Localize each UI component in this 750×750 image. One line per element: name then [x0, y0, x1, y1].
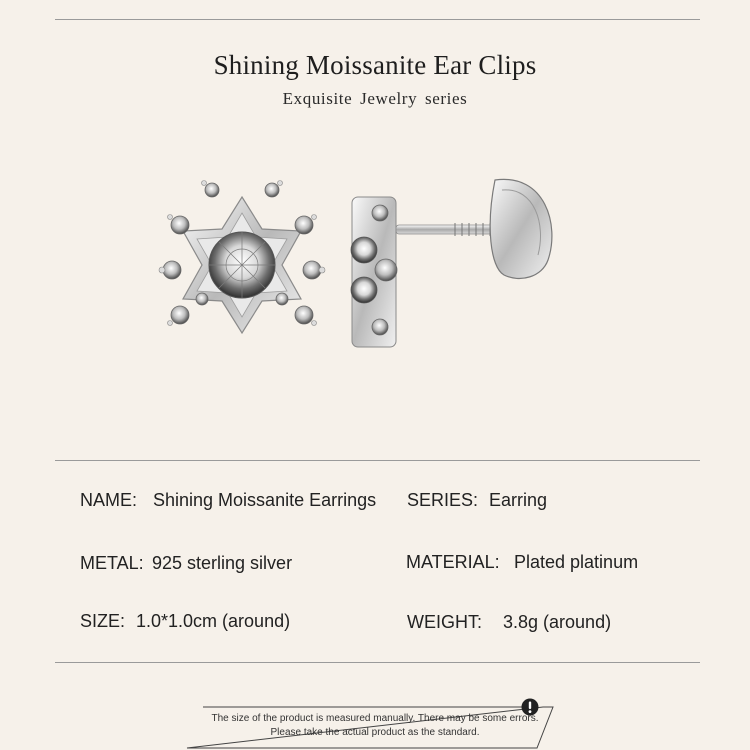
product-image: [150, 165, 590, 365]
notice-line-1: The size of the product is measured manually. There may be some errors.: [211, 713, 539, 724]
page-title: Shining Moissanite Ear Clips: [213, 50, 537, 80]
top-divider: [55, 19, 700, 20]
spec-size-value: 1.0*1.0cm (around): [136, 611, 291, 631]
spec-size-label: SIZE:: [80, 611, 126, 631]
notice-text: [0, 712, 750, 740]
bottom-divider: [55, 662, 700, 663]
notice-line-2: Please take the actual product as the standard.: [270, 727, 480, 738]
page-subtitle: Exquisite Jewelry series: [282, 89, 468, 108]
spec-material-value: Plated platinum: [514, 552, 639, 572]
spec-metal-value: 925 sterling silver: [152, 553, 293, 573]
earring-side-view: [351, 179, 552, 347]
earring-front-view: [159, 181, 325, 334]
spec-material-label: MATERIAL:: [406, 552, 500, 572]
spec-metal-label: METAL:: [80, 553, 144, 573]
middle-divider: [55, 460, 700, 461]
spec-name-label: NAME:: [80, 490, 138, 510]
spec-series-label: SERIES:: [407, 490, 479, 510]
spec-name-value: Shining Moissanite Earrings: [153, 490, 377, 510]
spec-series-value: Earring: [489, 490, 548, 510]
spec-weight-label: WEIGHT:: [407, 612, 482, 632]
spec-weight-value: 3.8g (around): [503, 612, 612, 632]
